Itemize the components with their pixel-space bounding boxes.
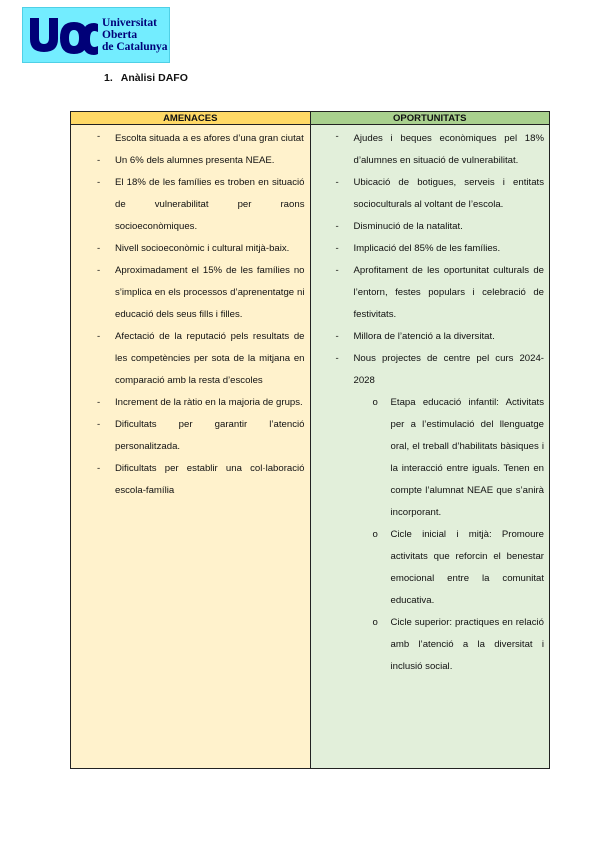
opportunities-header: OPORTUNITATS [310,112,550,125]
circle-bullet: o [372,397,378,408]
list-item [72,326,309,392]
dafo-table [70,111,550,769]
section-heading [104,72,188,84]
sub-list-item [354,524,545,612]
uoc-logo [22,7,170,63]
dash-bullet: - [97,463,101,474]
list-item [312,172,549,216]
dash-bullet: - [335,243,339,254]
list-item-text: Aproximadament el 15% de les famílies no s’implica en els processos d’aprenentatge ni educació dels seus fills i filles. [115,265,305,320]
list-item-text: Disminució de la natalitat. [353,221,463,232]
dash-bullet: - [335,353,339,364]
uoc-letters-graphic [28,14,98,56]
heading-number: 1. [104,72,113,84]
list-item-text: Nivell socioeconòmic i cultural mitjà-baix. [115,243,290,254]
dash-bullet: - [97,131,101,142]
threats-header: AMENACES [71,112,311,125]
logo-line: de Catalunya [102,41,168,53]
list-item-text: Dificultats per establir una col·laboració escola-família [115,463,305,496]
list-item-text: El 18% de les famílies es troben en situació de vulnerabilitat per raons socioeconòmiques. [115,177,305,232]
list-item-text: Afectació de la reputació pels resultats de les competències per sota de la mitjana en comparació amb la resta d’escoles [115,331,305,386]
dash-bullet: - [335,265,339,276]
project-sub-list [354,392,545,678]
dash-bullet: - [97,177,101,188]
list-item [72,260,309,326]
sub-list-item [354,612,545,678]
list-item-text: Implicació del 85% de les famílies. [353,243,501,254]
heading-title: Anàlisi DAFO [120,72,188,84]
dash-bullet: - [335,331,339,342]
dash-bullet: - [335,221,339,232]
threats-list [72,126,309,502]
dash-bullet: - [97,419,101,430]
list-item [72,392,309,414]
dash-bullet: - [335,131,339,142]
list-item [312,348,549,678]
list-item-text: Escolta situada a es afores d’una gran ciutat [115,133,304,144]
list-item-text: Aprofitament de les oportunitat culturals de l’entorn, festes populars i celebració de festivitats. [353,265,544,320]
dash-bullet: - [97,155,101,166]
sub-list-item [354,392,545,524]
dash-bullet: - [335,177,339,188]
dash-bullet: - [97,331,101,342]
logo-line: Universitat [102,17,157,29]
list-item [72,172,309,238]
threats-cell [71,125,311,769]
list-item [72,458,309,502]
sub-list-item-text: Etapa educació infantil: Activitats per a l’estimulació del llenguatge oral, el treball d’habilitats bàsiques i la interacció entre iguals. Tenen en compte l’alumnat NEAE que s’anirà incorporant. [390,397,544,518]
list-item-text: Ubicació de botigues, serveis i entitats socioculturals al voltant de l’escola. [353,177,544,210]
sub-list-item-text: Cicle inicial i mitjà: Promoure activitats que reforcin el benestar emocional entre la comunitat educativa. [390,529,544,606]
dash-bullet: - [97,265,101,276]
list-item [312,238,549,260]
list-item [72,238,309,260]
logo-line: Oberta [102,29,138,41]
list-item-text: Un 6% dels alumnes presenta NEAE. [115,155,275,166]
dash-bullet: - [97,397,101,408]
list-item [72,150,309,172]
list-item-text: Nous projectes de centre pel curs 2024-2028 [353,353,544,386]
dash-bullet: - [97,243,101,254]
list-item [72,414,309,458]
list-item-text: Ajudes i beques econòmiques pel 18% d’alumnes en situació de vulnerabilitat. [353,133,544,166]
uoc-logo-mark [23,14,98,56]
opportunities-list [312,126,549,678]
list-item [312,260,549,326]
circle-bullet: o [372,529,378,540]
list-item [312,216,549,238]
list-item [72,126,309,150]
opportunities-cell [310,125,550,769]
list-item [312,126,549,172]
list-item-text: Dificultats per garantir l’atenció personalitzada. [115,419,305,452]
uoc-logo-text [102,17,168,53]
circle-bullet: o [372,617,378,628]
list-item-text: Millora de l’atenció a la diversitat. [353,331,495,342]
sub-list-item-text: Cicle superior: practiques en relació amb l’atenció a la diversitat i inclusió social. [390,617,544,672]
list-item [312,326,549,348]
list-item-text: Increment de la ràtio en la majoria de grups. [115,397,303,408]
